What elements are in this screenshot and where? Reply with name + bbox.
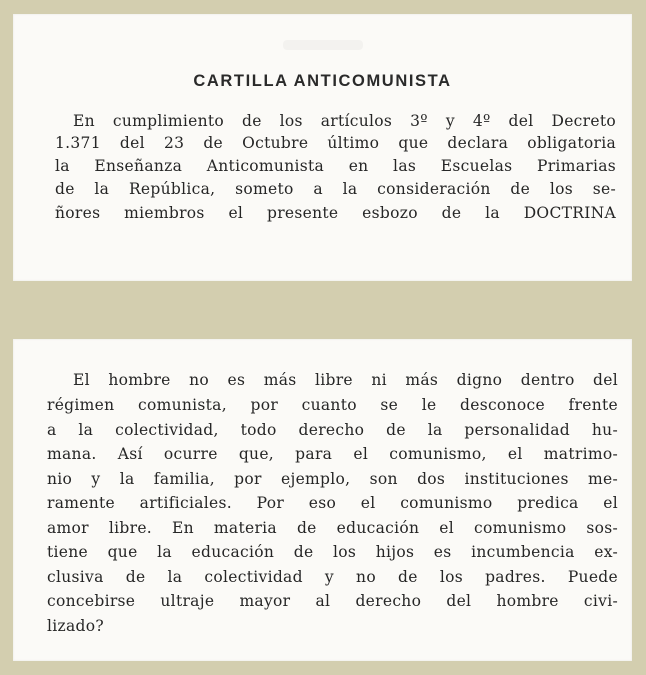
bottom-paragraph-line-2: régimen comunista, por cuanto se le desconoce frente <box>47 396 618 414</box>
bottom-paragraph-line-10: concebirse ultraje mayor al derecho del hombre civi- <box>47 592 618 610</box>
top-paragraph-line-4: de la República, someto a la consideración de los se- <box>55 180 616 198</box>
top-paragraph-line-1: En cumplimiento de los artículos 3º y 4º del Decreto <box>73 112 616 130</box>
top-paragraph-line-3: la Enseñanza Anticomunista en las Escuelas Primarias <box>55 157 616 175</box>
bottom-paragraph-line-11: lizado? <box>47 617 104 635</box>
top-paragraph-line-5: ñores miembros el presente esbozo de la DOCTRINA <box>55 204 616 222</box>
document-title: CARTILLA ANTICOMUNISTA <box>193 72 452 90</box>
faint-bleed-through-mark <box>283 40 363 50</box>
top-paragraph-line-2: 1.371 del 23 de Octubre último que declara obligatoria <box>55 134 616 152</box>
bottom-excerpt-panel <box>13 339 632 661</box>
top-excerpt-panel <box>13 14 632 281</box>
bottom-paragraph-line-7: amor libre. En materia de educación el comunismo sos- <box>47 519 618 537</box>
bottom-paragraph-line-5: nio y la familia, por ejemplo, son dos instituciones me- <box>47 470 618 488</box>
bottom-paragraph-line-6: ramente artificiales. Por eso el comunismo predica el <box>47 494 618 512</box>
bottom-paragraph-line-8: tiene que la educación de los hijos es incumbencia ex- <box>47 543 618 561</box>
bottom-paragraph-line-1: El hombre no es más libre ni más digno dentro del <box>73 371 618 389</box>
bottom-paragraph-line-4: mana. Así ocurre que, para el comunismo, el matrimo- <box>47 445 618 463</box>
bottom-paragraph-line-9: clusiva de la colectividad y no de los padres. Puede <box>47 568 618 586</box>
bottom-paragraph-line-3: a la colectividad, todo derecho de la personalidad hu- <box>47 421 618 439</box>
